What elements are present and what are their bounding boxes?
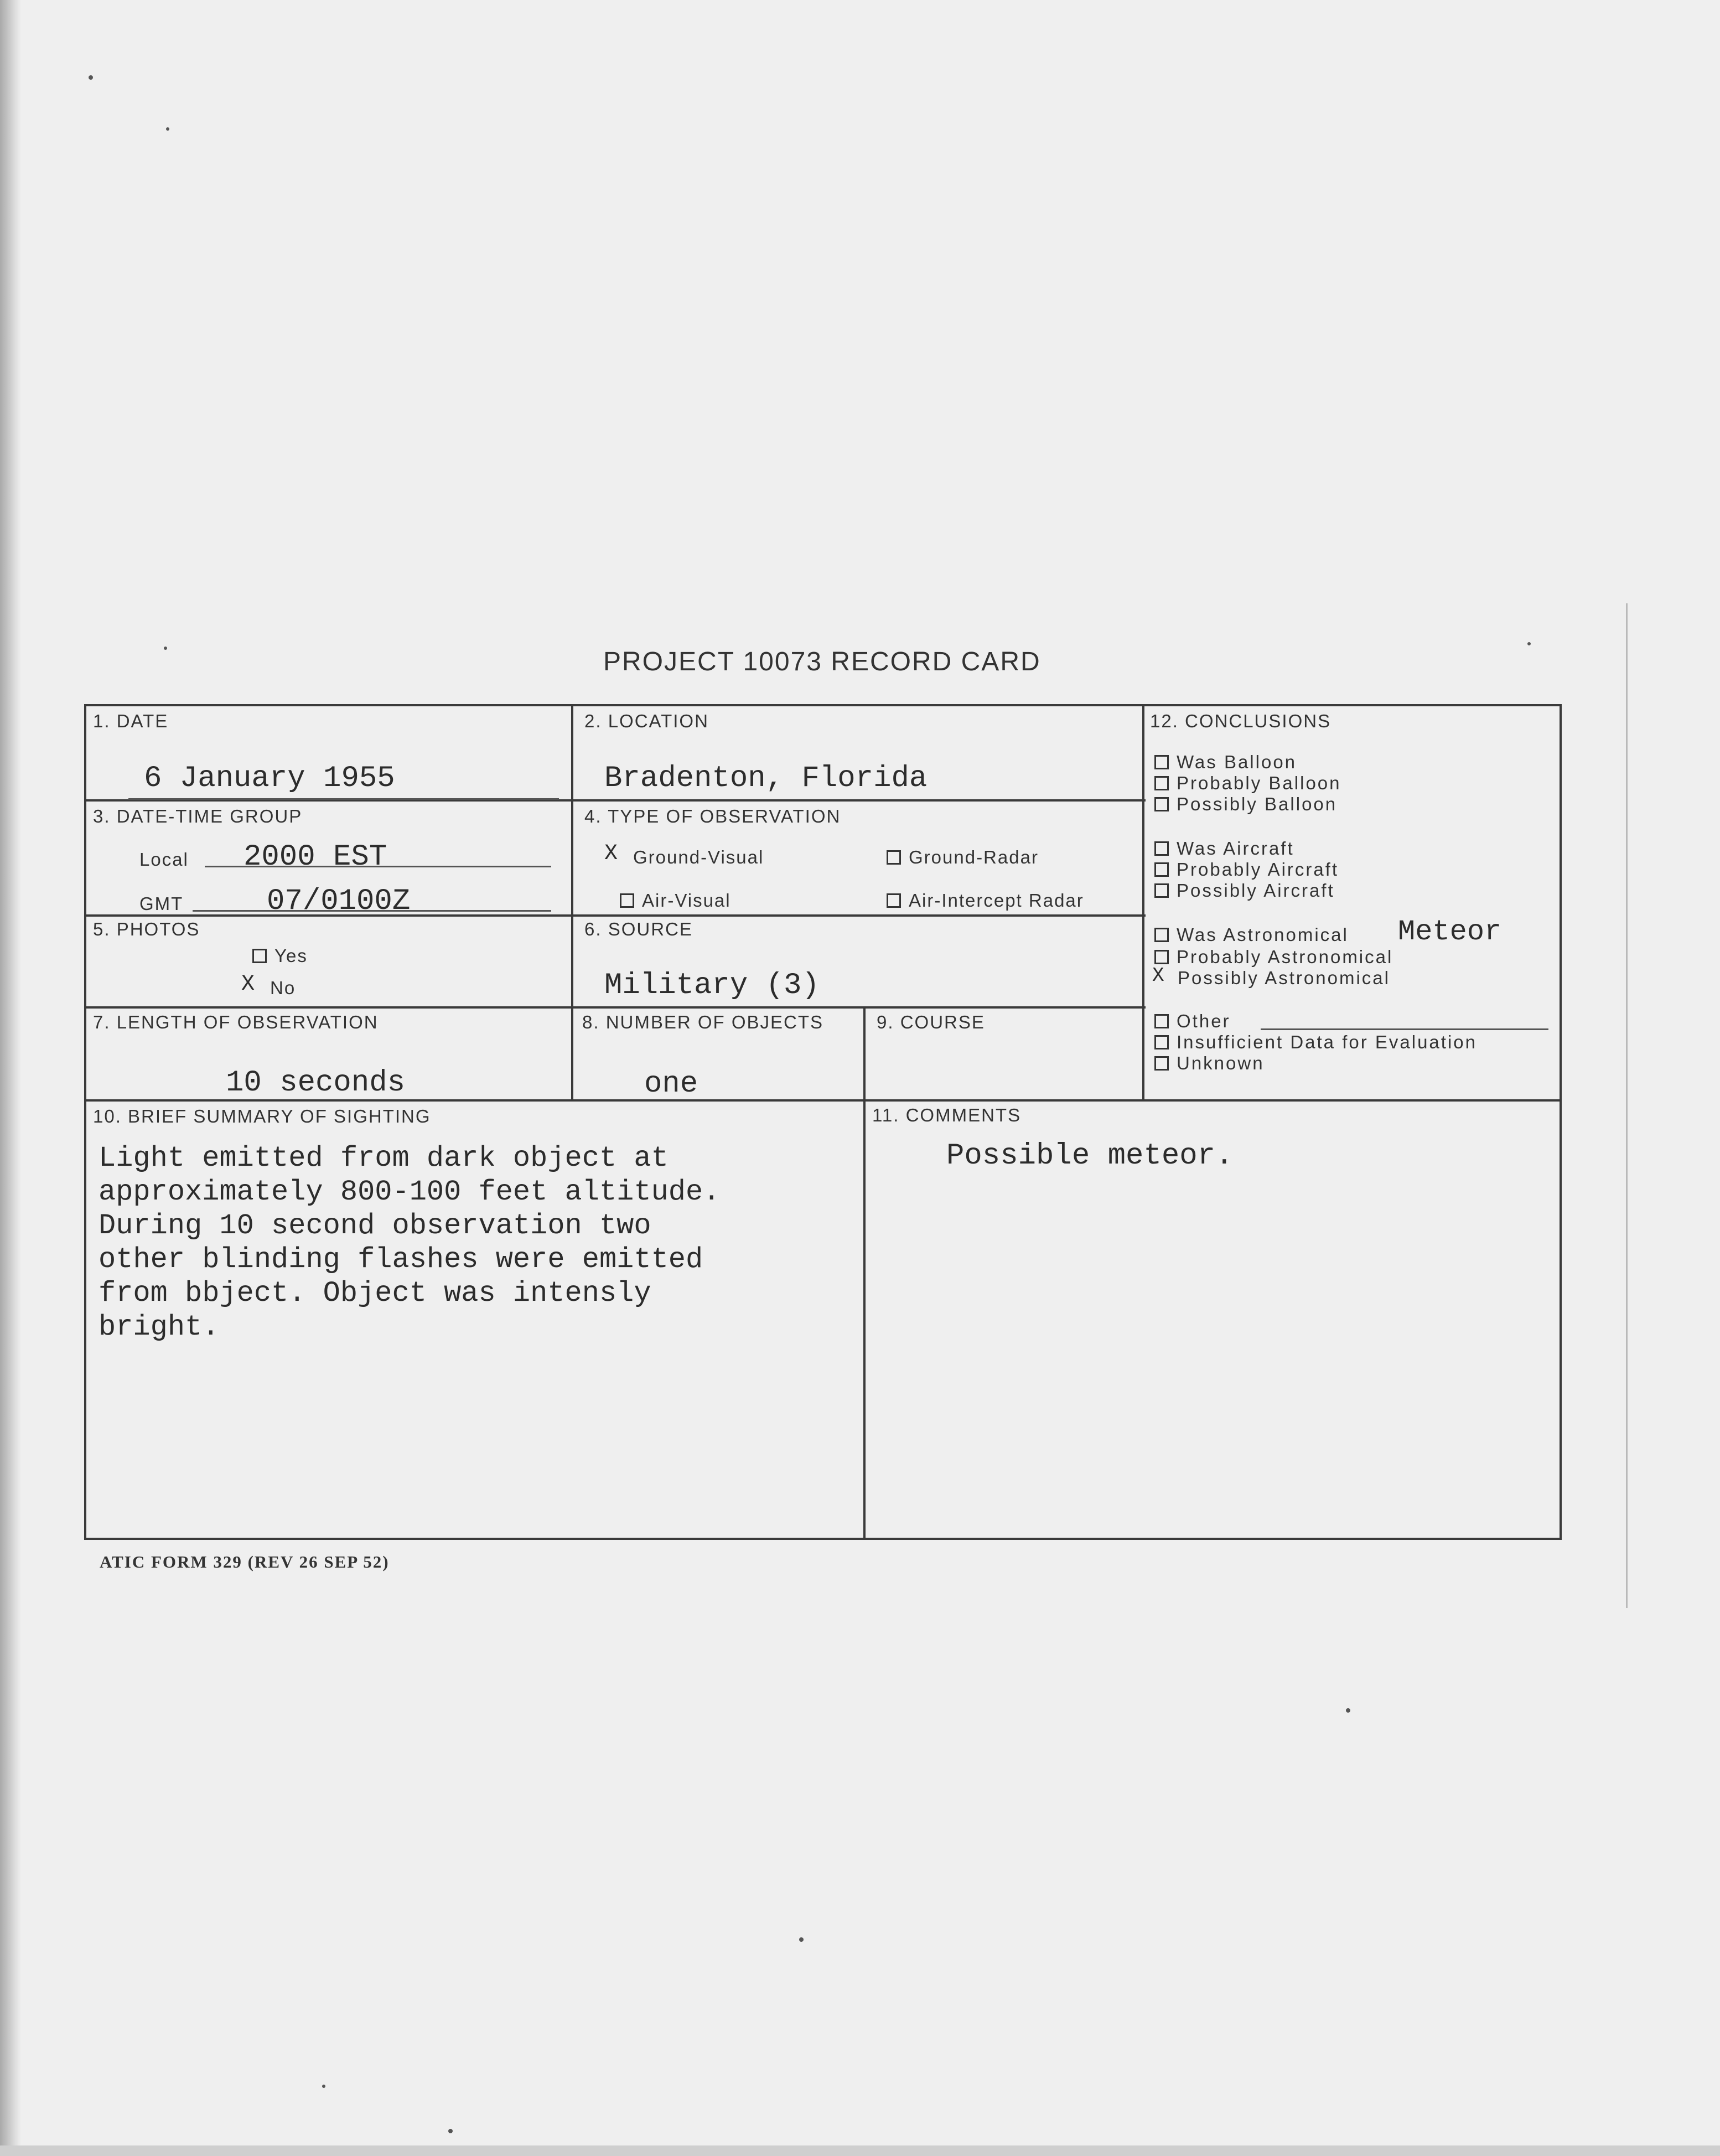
conclusion-probably-aircraft: Probably Aircraft: [1154, 859, 1339, 880]
conclusion-was-balloon: Was Balloon: [1154, 752, 1297, 773]
conclusion-possibly-balloon: Possibly Balloon: [1154, 794, 1337, 815]
checkbox-icon: [1154, 1014, 1169, 1028]
dust-speck: [89, 75, 93, 80]
checkbox-icon: [1154, 883, 1169, 898]
checkbox-icon: [1154, 797, 1169, 811]
summary-line: During 10 second observation two: [99, 1209, 651, 1242]
conclusion-possibly-aircraft: Possibly Aircraft: [1154, 880, 1335, 901]
form-number: ATIC FORM 329 (REV 26 SEP 52): [100, 1552, 390, 1571]
date-value: 6 January 1955: [144, 762, 395, 795]
source-value: Military (3): [604, 969, 820, 1002]
checkbox-icon: [1154, 755, 1169, 769]
card-border-bottom: [84, 1538, 1562, 1540]
photos-label: 5. PHOTOS: [93, 919, 200, 939]
checkbox-icon: [1154, 928, 1169, 942]
dust-speck: [448, 2129, 453, 2133]
conclusions-label: 12. CONCLUSIONS: [1150, 711, 1332, 731]
grid-line: [1142, 704, 1144, 1099]
checkbox-icon: [1154, 1035, 1169, 1049]
checkbox-checked-icon: X: [241, 972, 256, 997]
card-title: PROJECT 10073 RECORD CARD: [603, 647, 1041, 676]
type-of-observation-label: 4. TYPE OF OBSERVATION: [584, 806, 841, 826]
option-ground-radar: Ground-Radar: [887, 847, 1039, 868]
grid-line: [863, 1006, 866, 1540]
number-of-objects-label: 8. NUMBER OF OBJECTS: [582, 1012, 824, 1032]
checkbox-icon: [1154, 1056, 1169, 1071]
checkbox-icon: [1154, 776, 1169, 790]
length-of-observation-value: 10 seconds: [226, 1066, 406, 1100]
gmt-value: 07/0100Z: [267, 885, 411, 918]
dust-speck: [799, 1937, 804, 1942]
dust-speck: [166, 127, 169, 131]
date-rule: [128, 798, 559, 800]
checkbox-icon: [1154, 862, 1169, 877]
conclusion-insufficient-data: Insufficient Data for Evaluation: [1154, 1032, 1477, 1053]
card-border-right: [1560, 704, 1562, 1540]
option-photos-no: X No: [241, 972, 296, 998]
option-air-visual: Air-Visual: [620, 890, 731, 911]
scan-edge-left: [0, 0, 21, 2156]
gmt-label: GMT: [139, 893, 184, 914]
dust-speck: [322, 2085, 325, 2088]
grid-line: [571, 704, 573, 1099]
conclusion-was-astronomical: Was Astronomical: [1154, 924, 1349, 945]
dust-speck: [1346, 1708, 1350, 1713]
checkbox-checked-icon: X: [604, 841, 619, 866]
checkbox-icon: [620, 893, 634, 908]
checkbox-icon: [252, 949, 267, 963]
course-label: 9. COURSE: [877, 1012, 985, 1032]
comments-value: Possible meteor.: [946, 1139, 1234, 1173]
card-border-top: [84, 704, 1562, 706]
grid-line: [84, 914, 1146, 917]
summary-line: other blinding flashes were emitted: [99, 1243, 703, 1276]
length-of-observation-label: 7. LENGTH OF OBSERVATION: [93, 1012, 379, 1032]
checkbox-icon: [1154, 841, 1169, 856]
dust-speck: [164, 647, 167, 650]
checkbox-icon: [1154, 950, 1169, 964]
checkbox-icon: [887, 893, 901, 908]
conclusion-was-aircraft: Was Aircraft: [1154, 838, 1294, 859]
location-label: 2. LOCATION: [584, 711, 709, 731]
conclusion-other: Other: [1154, 1011, 1231, 1032]
scan-edge-bottom: [0, 2145, 1720, 2156]
other-rule: [1261, 1028, 1548, 1030]
brief-summary-text: [99, 1141, 720, 1344]
date-time-group-label: 3. DATE-TIME GROUP: [93, 806, 303, 826]
page-fold-line: [1626, 603, 1628, 1608]
option-air-intercept-radar: Air-Intercept Radar: [887, 890, 1084, 911]
brief-summary-label: 10. BRIEF SUMMARY OF SIGHTING: [93, 1106, 431, 1126]
option-photos-yes: Yes: [252, 945, 308, 966]
comments-label: 11. COMMENTS: [872, 1105, 1022, 1125]
grid-line: [84, 1006, 1146, 1009]
checkbox-icon: [887, 850, 901, 865]
date-label: 1. DATE: [93, 711, 169, 731]
option-ground-visual: X Ground-Visual: [604, 841, 764, 867]
summary-line: Light emitted from dark object at: [99, 1142, 669, 1175]
local-value: 2000 EST: [244, 840, 387, 874]
summary-line: approximately 800-100 feet altitude.: [99, 1176, 721, 1208]
summary-line: from bbject. Object was intensly: [99, 1277, 651, 1310]
source-label: 6. SOURCE: [584, 919, 693, 939]
record-card: [84, 704, 1562, 1540]
number-of-objects-value: one: [644, 1067, 698, 1101]
conclusion-unknown: Unknown: [1154, 1053, 1265, 1074]
location-value: Bradenton, Florida: [604, 762, 928, 795]
checkbox-checked-icon: X: [1152, 964, 1166, 987]
local-label: Local: [139, 849, 189, 870]
conclusion-possibly-astronomical: X Possibly Astronomical: [1152, 964, 1390, 988]
card-border-left: [84, 704, 86, 1540]
conclusion-probably-astronomical: Probably Astronomical: [1154, 947, 1393, 968]
summary-line: bright.: [99, 1311, 220, 1343]
dust-speck: [1527, 642, 1531, 645]
conclusion-probably-balloon: Probably Balloon: [1154, 773, 1341, 794]
conclusion-typed-note: Meteor: [1398, 916, 1502, 948]
